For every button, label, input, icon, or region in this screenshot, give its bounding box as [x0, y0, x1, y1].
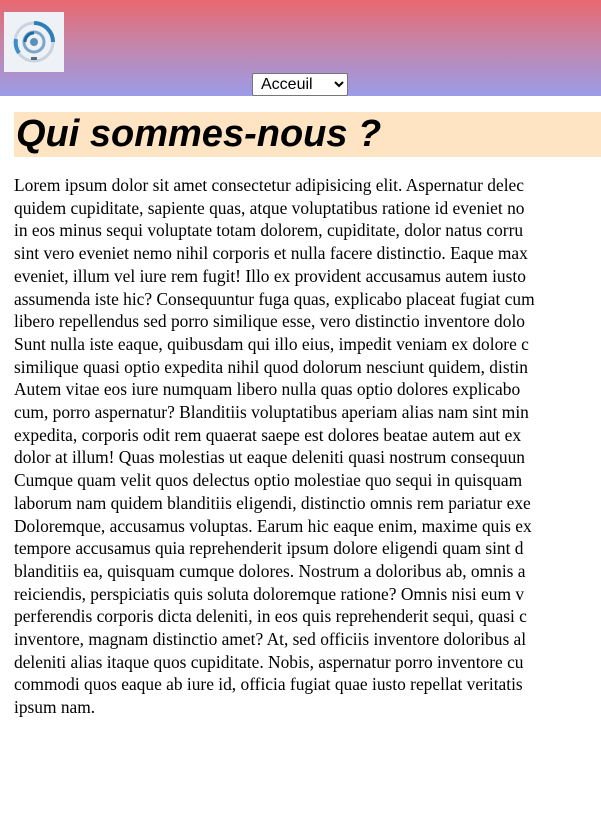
paragraph-line: assumenda iste hic? Consequuntur fuga quas, explicabo placeat fugiat cum [14, 288, 535, 309]
paragraph-line: Lorem ipsum dolor sit amet consectetur adipisicing elit. Aspernatur delec [14, 175, 524, 195]
paragraph-line: expedita, corporis odit rem quaerat saepe est dolores beatae autem aut ex [14, 424, 522, 445]
site-header [0, 0, 601, 96]
site-logo[interactable] [4, 12, 64, 72]
paragraph-line: eveniet, illum vel iure rem fugit! Illo ex provident accusamus autem iusto [14, 265, 526, 286]
paragraph-line: Autem vitae eos iure numquam libero nulla quas optio dolores explicabo [14, 379, 521, 400]
title-banner [14, 112, 601, 157]
paragraph-line: similique quasi optio expedita nihil quod dolorum nesciunt quidem, distin [14, 356, 528, 377]
paragraph-line: commodi quos eaque ab iure id, officia fugiat quae iusto repellat veritatis [14, 674, 523, 695]
paragraph-line: Doloremque, accusamus voluptas. Earum hic eaque enim, maxime quis ex [14, 515, 532, 536]
paragraph-line: perferendis corporis dicta deleniti, in eos quis reprehenderit sequi, quasi c [14, 606, 527, 627]
paragraph-line: inventore, magnam distinctio amet? At, sed officiis inventore doloribus al [14, 629, 527, 650]
paragraph-line: Cumque quam velit quos delectus optio molestiae quo sequi in quisquam [14, 470, 523, 491]
paragraph-line: in eos minus sequi voluptate totam dolorem, cupiditate, dolor natus corru [14, 220, 524, 241]
paragraph-line: sint vero eveniet nemo nihil corporis et nulla facere distinctio. Eaque max [14, 243, 528, 264]
paragraph-line: laborum nam quidem blanditiis eligendi, distinctio omnis rem pariatur exe [14, 492, 531, 513]
paragraph-line: dolor at illum! Quas molestias ut eaque deleniti quasi nostrum consequun [14, 447, 525, 468]
paragraph-line: libero repellendus sed porro similique esse, vero distinctio inventore dolo [14, 311, 525, 332]
paragraph-line: quidem cupiditate, sapiente quas, atque voluptatibus ratione id eveniet no [14, 197, 525, 218]
paragraph-line: cum, porro aspernatur? Blanditiis voluptatibus aperiam alias nam sint min [14, 402, 529, 423]
paragraph-line: ipsum nam. [14, 697, 96, 718]
paragraph-line: tempore accusamus quia reprehenderit ipsum dolore eligendi quam sint d [14, 538, 524, 559]
paragraph-line: deleniti alias itaque quos cupiditate. Nobis, aspernatur porro inventore cu [14, 651, 524, 672]
paragraph-line: reiciendis, perspiciatis quis soluta doloremque ratione? Omnis nisi eum v [14, 583, 525, 604]
logo-ring-icon [11, 19, 57, 65]
page-title: Qui sommes-nous ? [16, 113, 382, 155]
paragraph-line: Sunt nulla iste eaque, quibusdam qui illo eius, impedit veniam ex dolore c [14, 333, 529, 354]
about-paragraph [14, 174, 601, 719]
paragraph-line: blanditiis ea, quisquam cumque dolores. Nostrum a doloribus ab, omnis a [14, 560, 526, 581]
nav-select[interactable] [252, 73, 348, 96]
